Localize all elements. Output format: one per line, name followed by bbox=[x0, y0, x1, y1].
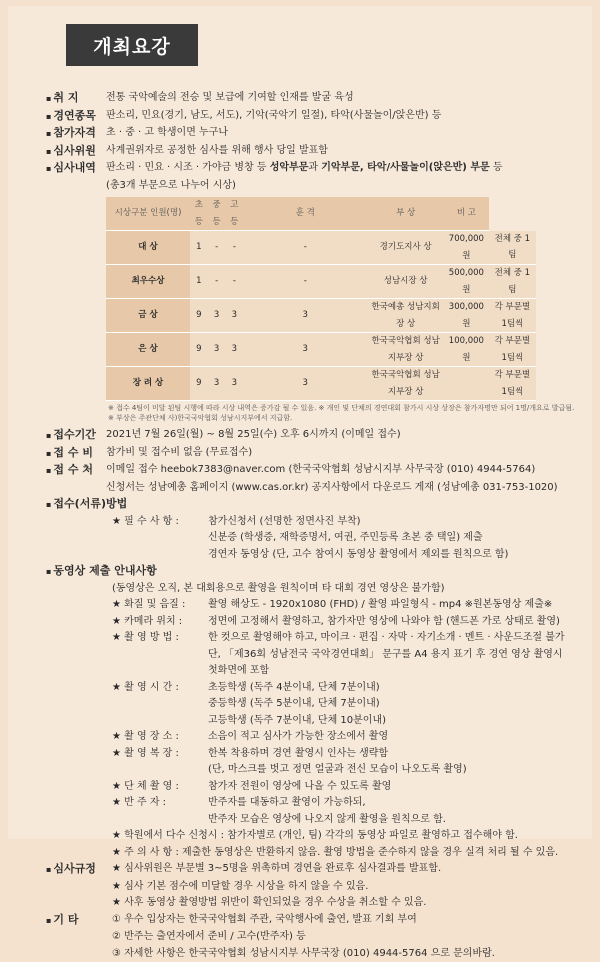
video-item-text: 초등학생 (독주 4분이내, 단체 7분이내) bbox=[208, 680, 578, 697]
judges-row bbox=[46, 143, 578, 161]
prize-rank-cell: 장 려 상 bbox=[106, 367, 190, 401]
video-item-text: 한 컷으로 촬영해야 하고, 마이크 · 편집 · 자막 · 자기소개 · 멘트 · 사운드조절 불가 bbox=[208, 630, 578, 647]
video-item-label: ★ 화질 및 음질 : bbox=[112, 597, 208, 614]
video-item-text: 정면에 고정해서 촬영하고, 참가자만 영상에 나와야 함 (핸드폰 가로 상태로 촬영) bbox=[208, 614, 578, 631]
prize-table-cell: 전체 중 1팀 bbox=[489, 265, 536, 299]
where-label: ▪ 접 수 처 bbox=[46, 462, 106, 480]
period-row bbox=[46, 427, 578, 445]
prize-table-header bbox=[106, 197, 536, 231]
purpose-label: ▪ 취 지 bbox=[46, 90, 106, 108]
prize-table-cell: 3 bbox=[208, 333, 226, 367]
prize-table-cell: 3 bbox=[226, 367, 244, 401]
video-row bbox=[46, 563, 578, 581]
judging-line2: (총3개 부문으로 나누어 시상) bbox=[46, 178, 578, 195]
prize-table-cell: 9 bbox=[190, 333, 208, 367]
video-item-label: ★ 촬 영 방 법 : bbox=[112, 630, 208, 647]
prize-table-cell: 100,000원 bbox=[444, 333, 489, 367]
prize-table-row bbox=[106, 333, 536, 367]
prize-table-cell: - bbox=[208, 231, 226, 265]
prize-table-cell: 한국국악협회 성남지부장 상 bbox=[367, 333, 444, 367]
prize-table-cell: 전체 중 1팀 bbox=[489, 231, 536, 265]
prize-table-row bbox=[106, 299, 536, 333]
judging-bold-a: 성악부문 bbox=[270, 162, 309, 173]
video-item-label: ★ 촬 영 복 장 : bbox=[112, 746, 208, 763]
video-item-text: 반주자를 대동하고 촬영이 가능하되, bbox=[208, 795, 578, 812]
fee-label: ▪ 접 수 비 bbox=[46, 445, 106, 463]
rules-line-2: ★ 심사 기본 점수에 미달할 경우 시상을 하지 않을 수 있음. bbox=[46, 879, 578, 896]
prize-rank-cell: 은 상 bbox=[106, 333, 190, 367]
purpose-text: 전통 국악예술의 전승 및 보급에 기여할 인재를 발굴 육성 bbox=[106, 90, 578, 108]
video-item-label: ★ 촬 영 시 간 : bbox=[112, 680, 208, 697]
judging-text bbox=[106, 160, 578, 178]
purpose-row bbox=[46, 90, 578, 108]
prize-table-cell: - bbox=[226, 265, 244, 299]
prize-table-cell: 한국예총 성남지회장 상 bbox=[367, 299, 444, 333]
method-required-item: 신분증 (학생증, 재학증명서, 여권, 주민등록 초본 중 택일) 제출 bbox=[46, 530, 578, 547]
prize-table-cell: 3 bbox=[226, 299, 244, 333]
video-item bbox=[46, 729, 578, 746]
prize-header-cell: 비 고 bbox=[444, 197, 489, 231]
prize-table-row bbox=[106, 231, 536, 265]
period-text: 2021년 7월 26일(월) ~ 8월 25일(수) 오후 6시까지 (이메일 접수) bbox=[106, 427, 578, 445]
video-item: 단, 「제36회 성남전국 국악경연대회」 문구를 A4 용지 표기 후 경연 영상 촬영시 bbox=[46, 647, 578, 664]
video-item bbox=[46, 597, 578, 614]
prize-table-cell: 500,000원 bbox=[444, 265, 489, 299]
prize-table-cell: 1 bbox=[190, 265, 208, 299]
video-item: 반주자 모습은 영상에 나오지 않게 촬영을 원칙으로 함. bbox=[46, 812, 578, 829]
etc-line-1: ① 우수 입상자는 한국국악협회 주관, 국악행사에 출연, 발표 기회 부여 bbox=[106, 912, 578, 930]
method-label: ▪ 접수(서류)방법 bbox=[46, 496, 127, 514]
prize-table-cell: - bbox=[243, 231, 367, 265]
video-item-text: 촬영 해상도 - 1920x1080 (FHD) / 촬영 파일형식 - mp4 ※원본동영상 제출※ bbox=[208, 597, 578, 614]
prize-table-cell: 3 bbox=[243, 299, 367, 333]
video-item-label: ★ 단 체 촬 영 : bbox=[112, 779, 208, 796]
prize-table-cell: - bbox=[226, 231, 244, 265]
prize-header-cell: 초등 bbox=[190, 197, 208, 231]
etc-label: ▪ 기 타 bbox=[46, 912, 106, 930]
video-tail-2: ★ 주 의 사 항 : 제출한 동영상은 반환하지 않음. 촬영 방법을 준수하지 않을 경우 실격 처리 될 수 있음. bbox=[46, 845, 578, 862]
prize-header-cell: 중등 bbox=[208, 197, 226, 231]
video-item-text: 참가자 전원이 영상에 나올 수 있도록 촬영 bbox=[208, 779, 578, 796]
video-item bbox=[46, 680, 578, 697]
prize-table-cell: 3 bbox=[208, 299, 226, 333]
where-line-1: 이메일 접수 heebok7383@naver.com (한국국악협회 성남시지부 사무국장 (010) 4944-5764) bbox=[106, 462, 578, 480]
video-item bbox=[46, 779, 578, 796]
guidelines-body bbox=[46, 90, 578, 962]
video-item: (단, 마스크를 벗고 정면 얼굴과 전신 모습이 나오도록 촬영) bbox=[46, 762, 578, 779]
eligibility-label: ▪ 참가자격 bbox=[46, 125, 106, 143]
prize-table-cell: 3 bbox=[226, 333, 244, 367]
rules-line-3: ★ 사후 동영상 촬영방법 위반이 확인되었을 경우 수상을 취소할 수 있음. bbox=[46, 895, 578, 912]
video-item: 첫화면에 포함 bbox=[46, 663, 578, 680]
judging-row bbox=[46, 160, 578, 178]
prize-header-cell: 훈 격 bbox=[243, 197, 367, 231]
prize-header-cell: 고등 bbox=[226, 197, 244, 231]
prize-table-cell: 각 부문별 1팀씩 bbox=[489, 299, 536, 333]
etc-row bbox=[46, 912, 578, 930]
where-line-2: 신청서는 성남예총 홈페이지 (www.cas.or.kr) 공지사항에서 다운로드 게재 (성남예총 031-753-1020) bbox=[46, 480, 578, 497]
rules-line-1: ★ 심사위원은 부문별 3~5명을 위촉하며 경연을 완료후 심사결과를 발표함. bbox=[106, 861, 578, 879]
eligibility-text: 초 · 중 · 고 학생이면 누구나 bbox=[106, 125, 578, 143]
prize-table-cell: 9 bbox=[190, 299, 208, 333]
judging-text-c: 등 bbox=[490, 162, 503, 173]
video-item-label: ★ 촬 영 장 소 : bbox=[112, 729, 208, 746]
video-item bbox=[46, 746, 578, 763]
rules-row bbox=[46, 861, 578, 879]
video-item bbox=[46, 614, 578, 631]
video-items bbox=[46, 597, 578, 828]
prize-table-row bbox=[106, 367, 536, 401]
prize-table-cell: 3 bbox=[243, 333, 367, 367]
category-text: 판소리, 민요(경기, 남도, 서도), 기악(국악기 일절), 타악(사물놀이/앉은반) 등 bbox=[106, 108, 578, 126]
method-row bbox=[46, 496, 578, 514]
prize-header-cell: 부 상 bbox=[367, 197, 444, 231]
prize-table-cell: 각 부문별 1팀씩 bbox=[489, 333, 536, 367]
period-label: ▪ 접수기간 bbox=[46, 427, 106, 445]
prize-table-cell: 3 bbox=[243, 367, 367, 401]
video-item bbox=[46, 795, 578, 812]
prize-table-cell: 9 bbox=[190, 367, 208, 401]
video-item bbox=[46, 630, 578, 647]
judges-label: ▪ 심사위원 bbox=[46, 143, 106, 161]
prize-table-cell bbox=[444, 367, 489, 401]
prize-table-cell: 한국국악협회 성남지부장 상 bbox=[367, 367, 444, 401]
method-required bbox=[46, 514, 578, 531]
video-label: ▪ 동영상 제출 안내사항 bbox=[46, 563, 157, 581]
prize-table-cell: 300,000원 bbox=[444, 299, 489, 333]
rules-label: ▪ 심사규정 bbox=[46, 861, 106, 879]
where-row bbox=[46, 462, 578, 480]
prize-table-cell: 700,000원 bbox=[444, 231, 489, 265]
judges-text: 사계권위자로 공정한 심사를 위해 행사 당일 발표함 bbox=[106, 143, 578, 161]
judging-text-a: 판소리 · 민요 · 시조 · 가야금 병창 등 bbox=[106, 162, 270, 173]
category-label: ▪ 경연종목 bbox=[46, 108, 106, 126]
prize-note-2: ※ 부상은 주관단체 사)한국국악협회 성남시지부에서 지급함. bbox=[46, 413, 578, 423]
prize-rank-cell: 금 상 bbox=[106, 299, 190, 333]
judging-label: ▪ 심사내역 bbox=[46, 160, 106, 178]
prize-table-cell: - bbox=[243, 265, 367, 299]
video-item-text: 한복 착용하며 경연 촬영시 인사는 생략함 bbox=[208, 746, 578, 763]
category-row bbox=[46, 108, 578, 126]
prize-table-cell: 각 부문별 1팀씩 bbox=[489, 367, 536, 401]
prize-note-1: ※ 접수 4팀이 미달 된팀 시행에 따라 시상 내역은 증가감 될 수 있음. ※ 개인 및 단체의 경연대회 참가시 시상 상장은 참가자명만 되어 1명/개요로 발급됨. bbox=[46, 403, 578, 413]
prize-table-cell: 3 bbox=[208, 367, 226, 401]
prize-header-cell: 시상구분 인원(명) bbox=[106, 197, 190, 231]
eligibility-row bbox=[46, 125, 578, 143]
judging-bold-b: 기악부문, 타악/사물놀이(앉은반) 부문 bbox=[321, 162, 489, 173]
fee-row bbox=[46, 445, 578, 463]
etc-line-2: ② 반주는 출연자에서 준비 / 고수(반주자) 등 bbox=[46, 929, 578, 946]
prize-rank-cell: 최우수상 bbox=[106, 265, 190, 299]
fee-text: 참가비 및 접수비 없음 (무료접수) bbox=[106, 445, 578, 463]
prize-table bbox=[106, 197, 536, 401]
video-item: 중등학생 (독주 5분이내, 단체 7분이내) bbox=[46, 696, 578, 713]
video-item-label: ★ 반 주 자 : bbox=[112, 795, 208, 812]
video-item-text: 소음이 적고 심사가 가능한 장소에서 촬영 bbox=[208, 729, 578, 746]
prize-table-cell: 1 bbox=[190, 231, 208, 265]
prize-table-row bbox=[106, 265, 536, 299]
page-title: 개최요강 bbox=[66, 24, 198, 66]
prize-table-cell: 성남시장 상 bbox=[367, 265, 444, 299]
prize-table-cell: - bbox=[208, 265, 226, 299]
video-intro: (동영상은 오직, 본 대회용으로 촬영을 원칙이며 타 대회 경연 영상은 불가함) bbox=[46, 581, 578, 598]
prize-rank-cell: 대 상 bbox=[106, 231, 190, 265]
method-required-item: 경연자 동영상 (단, 고수 참여시 동영상 촬영에서 제외를 원칙으로 함) bbox=[46, 547, 578, 564]
prize-table-cell: 경기도지사 상 bbox=[367, 231, 444, 265]
document-page bbox=[8, 6, 592, 839]
method-required-item: 참가신청서 (선명한 정면사진 부착) bbox=[208, 514, 578, 531]
etc-line-3: ③ 자세한 사항은 한국국악협회 성남시지부 사무국장 (010) 4944-5764 으로 문의바람. bbox=[46, 946, 578, 962]
video-item: 고등학생 (독주 7분이내, 단체 10분이내) bbox=[46, 713, 578, 730]
method-required-label: ★ 필 수 사 항 : bbox=[112, 514, 208, 531]
video-item-label: ★ 카메라 위치 : bbox=[112, 614, 208, 631]
video-tail-1: ★ 학원에서 다수 신청시 : 참가자별로 (개인, 팀) 각각의 동영상 파일로 촬영하고 접수해야 함. bbox=[46, 828, 578, 845]
judging-text-b: 과 bbox=[308, 162, 321, 173]
